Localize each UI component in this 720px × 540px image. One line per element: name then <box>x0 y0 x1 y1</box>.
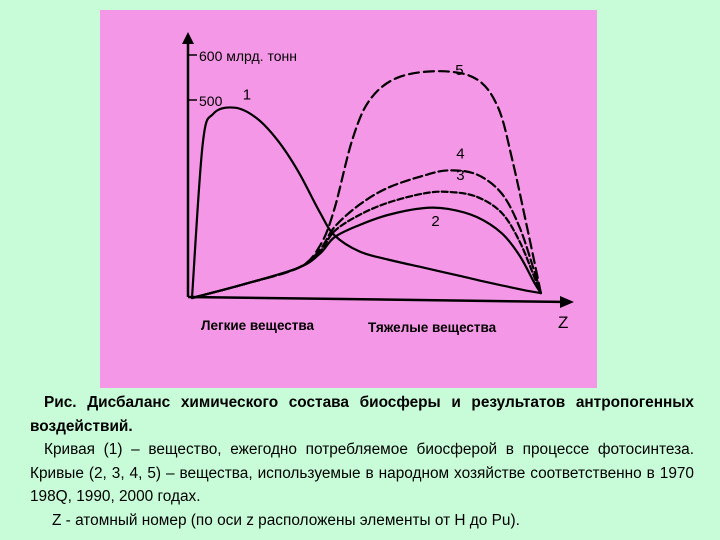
x-axis-arrow <box>560 296 574 308</box>
series-label-3: 3 <box>456 166 465 184</box>
caption-description: Кривая (1) – вещество, ежегодно потребляемое биосферой в процессе фотосинтеза. Кривые (2, 3, 4, 5) – вещества, используемые в народном хозяйстве соответственно в 1970 198Q, 1990, 2000 годах. <box>30 441 694 506</box>
caption-title: Рис. Дисбаланс химического состава биосферы и результатов антропогенных воздействий. <box>30 394 694 435</box>
chart-svg <box>100 10 597 388</box>
chart-labels <box>199 48 568 335</box>
y-axis-label: 600 млрд. тонн <box>199 48 297 64</box>
series-layer <box>192 71 541 298</box>
x-axis-label: Z <box>558 313 569 332</box>
chart-figure <box>100 10 597 388</box>
x-axis <box>188 297 570 302</box>
series-label-1: 1 <box>242 86 252 104</box>
y-axis-arrow <box>182 32 194 44</box>
x-region-right-label: Тяжелые вещества <box>368 320 497 335</box>
figure-caption <box>30 391 694 533</box>
y-tick-label-500: 500 <box>199 93 223 109</box>
series-label-4: 4 <box>456 145 465 163</box>
series-line-4 <box>192 170 541 298</box>
x-region-left-label: Легкие вещества <box>201 318 315 333</box>
series-line-5 <box>192 71 541 298</box>
caption-z-note: Z - атомный номер (по оси z расположены элементы от H до Pu). <box>52 511 520 529</box>
series-label-2: 2 <box>431 213 440 231</box>
series-label-5: 5 <box>455 62 464 80</box>
